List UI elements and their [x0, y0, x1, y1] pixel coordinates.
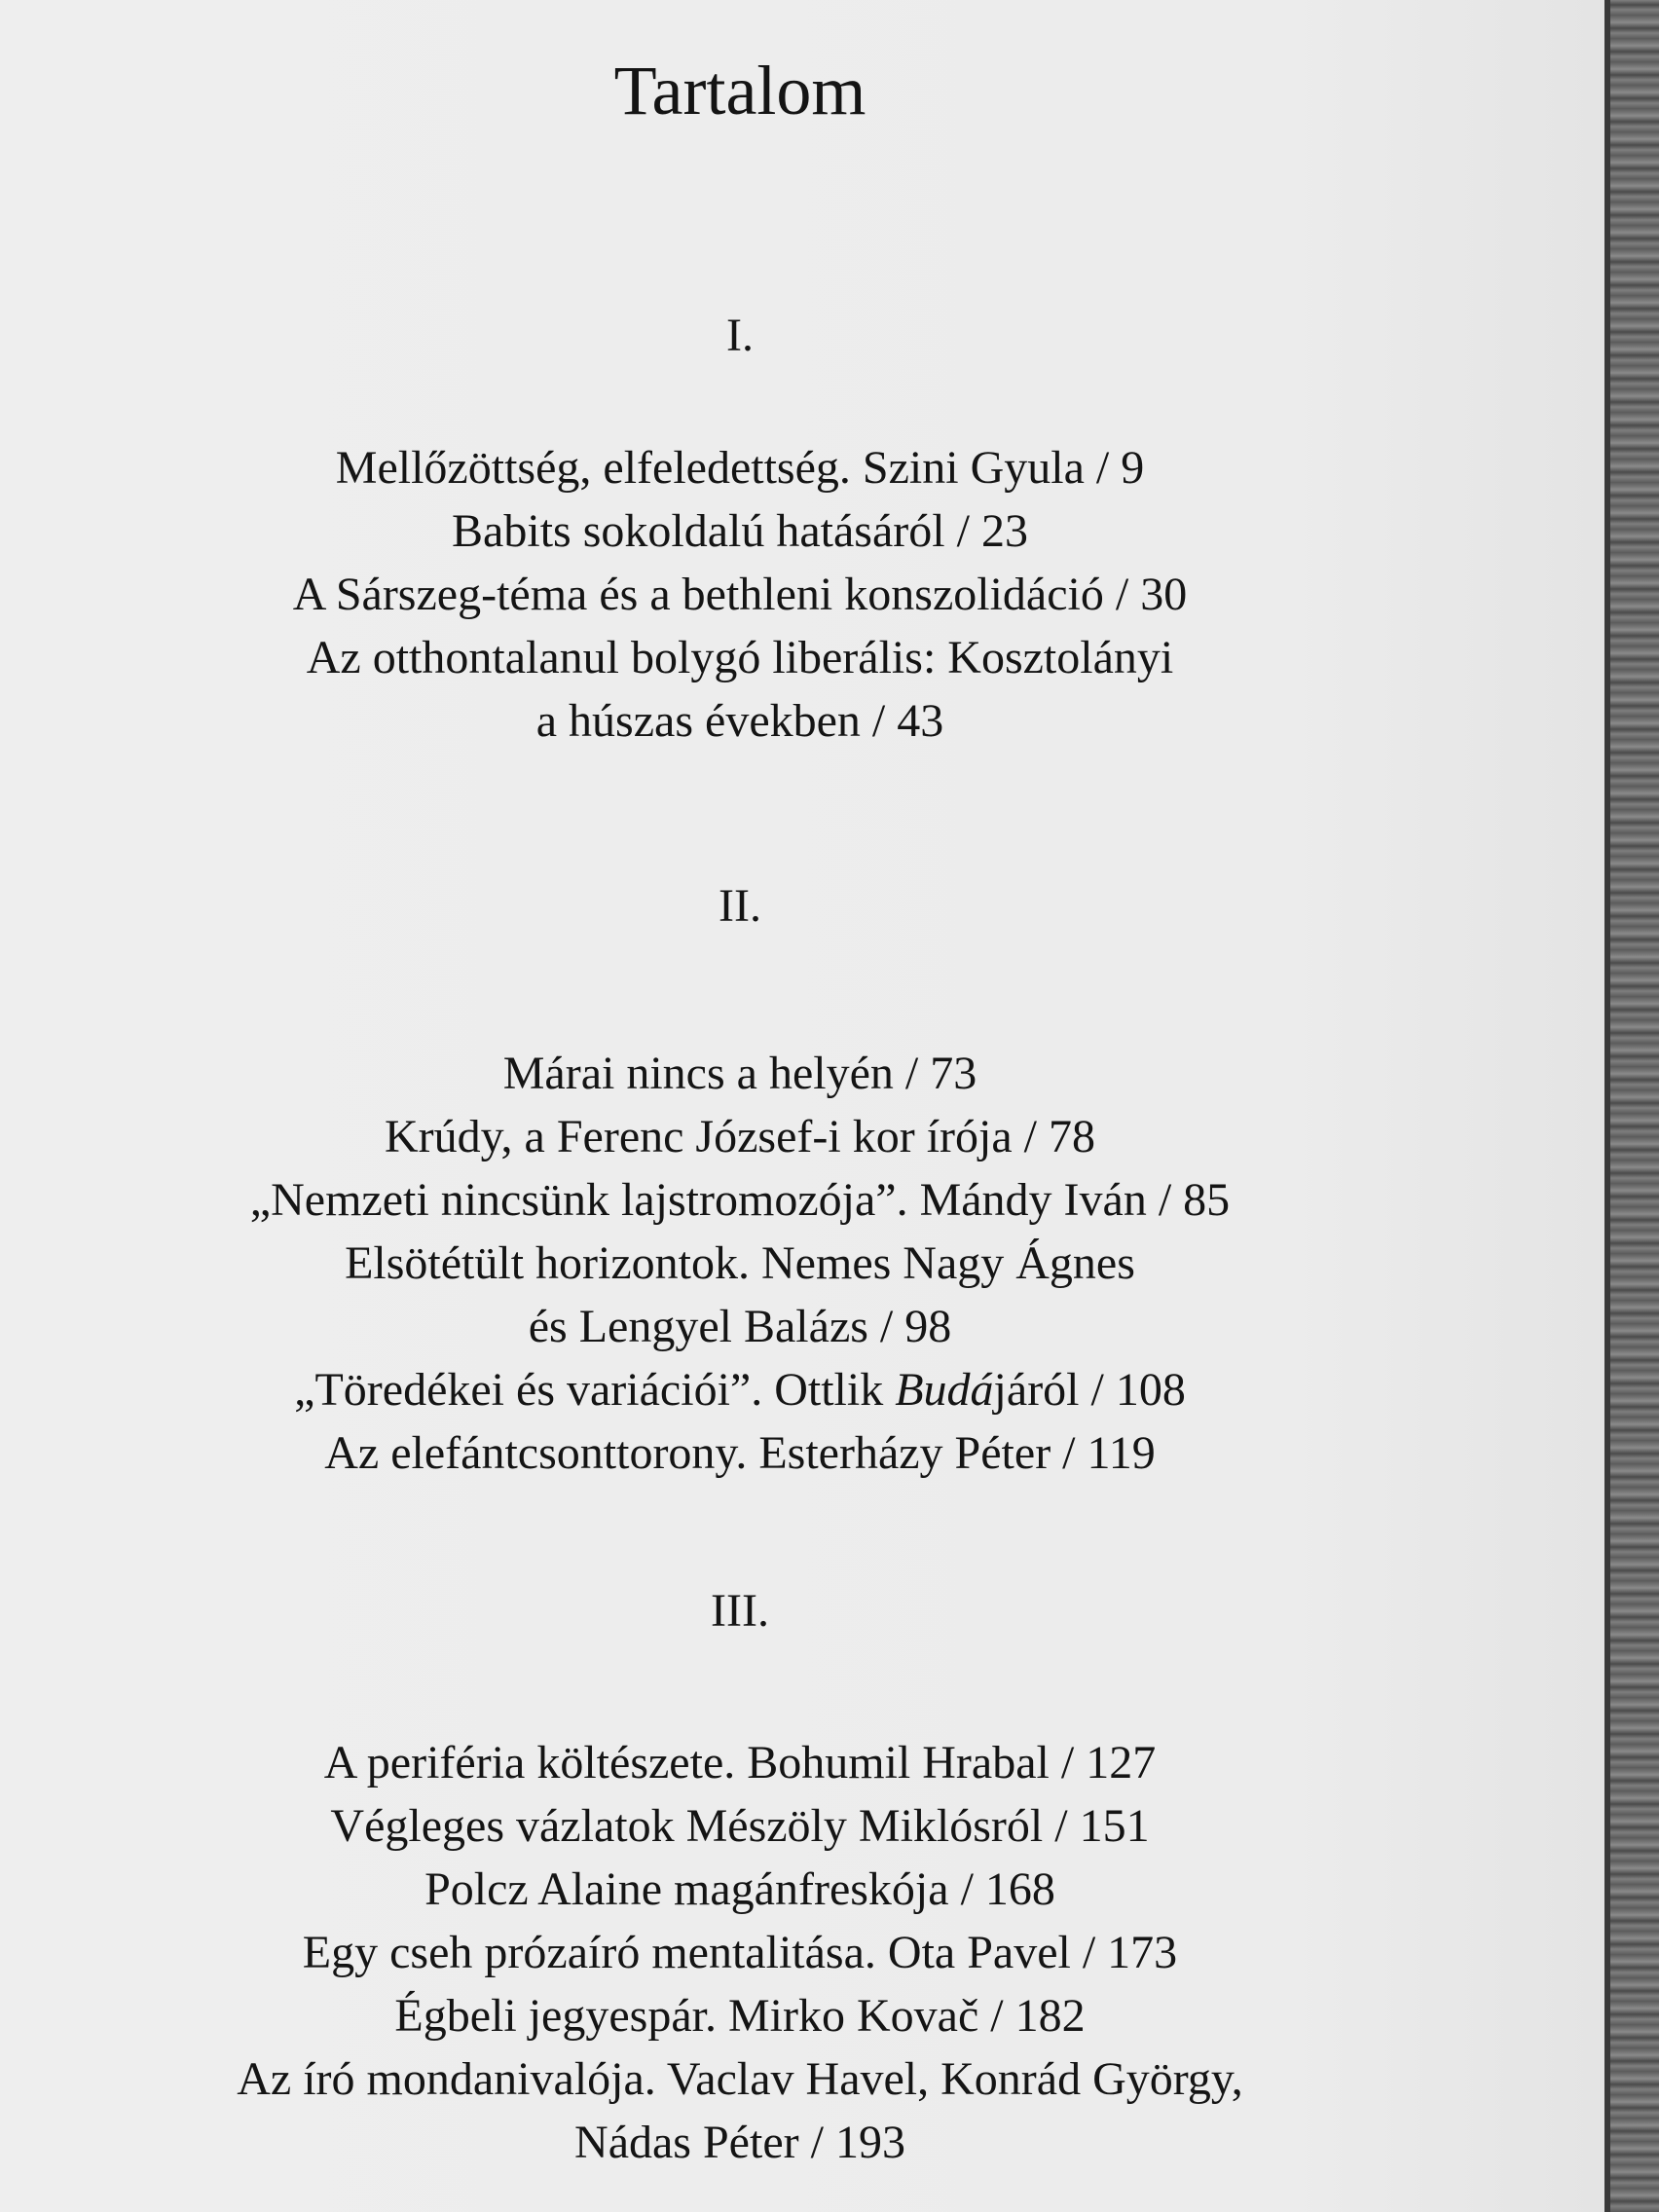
toc-entry: A periféria költészete. Bohumil Hrabal / 127 — [323, 1737, 1157, 1788]
toc-entry-part: „Töredékei és variációi”. Ottlik — [294, 1364, 896, 1416]
section-entries — [0, 1731, 1480, 2174]
toc-entry: Égbeli jegyespár. Mirko Kovač / 182 — [394, 1990, 1086, 2042]
section-3 — [0, 1579, 1480, 2174]
section-number: I. — [726, 310, 754, 361]
toc-entry: Mellőzöttség, elfeledettség. Szini Gyula / 9 — [335, 442, 1145, 494]
toc-entry: A Sárszeg-téma és a bethleni konszolidáció / 30 — [292, 569, 1188, 620]
section-entries — [0, 1042, 1480, 1485]
page-edge — [1604, 0, 1659, 2212]
section-number: II. — [719, 880, 761, 932]
section-entries — [0, 436, 1480, 753]
toc-entry: a húszas években / 43 — [535, 695, 944, 747]
toc-entry: Márai nincs a helyén / 73 — [502, 1048, 977, 1099]
toc-entry-part: járól / 108 — [993, 1364, 1186, 1416]
toc-entry: Babits sokoldalú hatásáról / 23 — [452, 505, 1028, 557]
toc-entry: Nádas Péter / 193 — [574, 2117, 905, 2168]
toc-entry: Az otthontalanul bolygó liberális: Kosztolányi — [306, 632, 1174, 683]
toc-entry: Egy cseh prózaíró mentalitása. Ota Pavel / 173 — [302, 1927, 1178, 1978]
toc-entry — [0, 1358, 1480, 1421]
toc-entry: Az elefántcsonttorony. Esterházy Péter / 119 — [324, 1427, 1156, 1479]
section-number: III. — [711, 1585, 769, 1637]
section-1 — [0, 304, 1480, 753]
toc-entry: Elsötétült horizontok. Nemes Nagy Ágnes — [345, 1237, 1135, 1289]
page-title: Tartalom — [613, 52, 866, 129]
toc-entry: Végleges vázlatok Mészöly Miklósról / 151 — [330, 1800, 1150, 1852]
toc-entry: Krúdy, a Ferenc József-i kor írója / 78 — [385, 1111, 1095, 1162]
toc-entry-italic: Budá — [895, 1364, 994, 1416]
toc-entry: és Lengyel Balázs / 98 — [528, 1301, 952, 1352]
toc-entry: „Nemzeti nincsünk lajstromozója”. Mándy Iván / 85 — [249, 1174, 1231, 1226]
toc-entry: Polcz Alaine magánfreskója / 168 — [424, 1863, 1055, 1915]
toc-entry: Az író mondanivalója. Vaclav Havel, Konrád György, — [237, 2053, 1243, 2105]
section-2 — [0, 874, 1480, 1485]
